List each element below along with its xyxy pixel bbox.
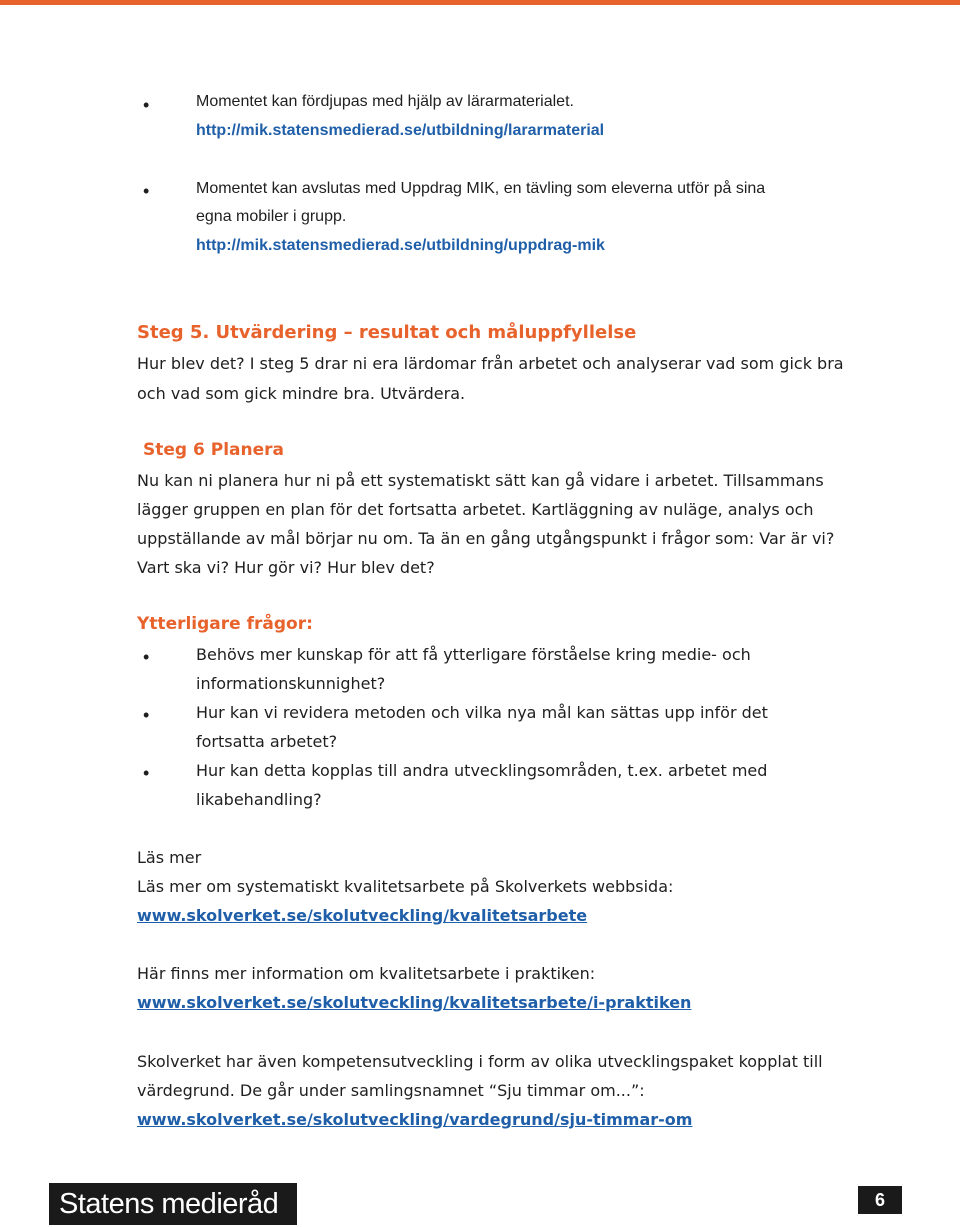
read-more-intro: Läs mer om systematiskt kvalitetsarbete på Skolverkets webbsida: [137,877,674,896]
bullet-icon: • [143,705,150,725]
question-1-line2: informationskunnighet? [196,674,386,693]
bullet-2-text-line1: Momentet kan avslutas med Uppdrag MIK, en tävling som eleverna utför på sina [196,180,766,197]
read-more-intro2: Här finns mer information om kvalitetsarbete i praktiken: [137,964,596,983]
question-1-line1: Behövs mer kunskap för att få ytterligare förståelse kring medie- och [196,645,751,664]
top-accent-bar [0,0,960,5]
more-questions-heading: Ytterligare frågor: [137,614,313,634]
link-kvalitetsarbete[interactable]: www.skolverket.se/skolutveckling/kvalitetsarbete [137,906,588,925]
question-3-line1: Hur kan detta kopplas till andra utvecklingsområden, t.ex. arbetet med [196,761,768,780]
read-more-intro3-line1: Skolverket har även kompetensutveckling i form av olika utvecklingspaket kopplat till [137,1052,823,1071]
question-2-line1: Hur kan vi revidera metoden och vilka nya mål kan sättas upp inför det [196,703,768,722]
bullet-icon: • [143,763,150,783]
step5-line2: och vad som gick mindre bra. Utvärdera. [137,384,466,403]
bullet-1-text: Momentet kan fördjupas med hjälp av lärarmaterialet. [196,93,574,110]
bullet-icon: • [143,95,150,115]
link-sju-timmar-om[interactable]: www.skolverket.se/skolutveckling/vardegrund/sju-timmar-om [137,1110,693,1129]
statens-medierad-logo: Statens medieråd [49,1183,297,1225]
step6-line1: Nu kan ni planera hur ni på ett systematiskt sätt kan gå vidare i arbetet. Tillsammans [137,471,824,490]
read-more-heading: Läs mer [137,848,202,867]
step5-line1: Hur blev det? I steg 5 drar ni era lärdomar från arbetet och analyserar vad som gick bra [137,354,844,373]
bullet-icon: • [143,647,150,667]
link-i-praktiken[interactable]: www.skolverket.se/skolutveckling/kvalitetsarbete/i-praktiken [137,993,692,1012]
question-2-line2: fortsatta arbetet? [196,732,338,751]
bullet-icon: • [143,181,150,201]
step6-line3: uppställande av mål börjar nu om. Ta än en gång utgångspunkt i frågor som: Var är vi? [137,529,835,548]
bullet-2-text-line2: egna mobiler i grupp. [196,208,347,225]
link-uppdrag-mik[interactable]: http://mik.statensmedierad.se/utbildning/uppdrag-mik [196,237,605,254]
read-more-intro3-line2: värdegrund. De går under samlingsnamnet “Sju timmar om...”: [137,1081,645,1100]
step6-line2: lägger gruppen en plan för det fortsatta arbetet. Kartläggning av nuläge, analys och [137,500,814,519]
link-lararmaterial[interactable]: http://mik.statensmedierad.se/utbildning/lararmaterial [196,122,605,139]
step6-heading: Steg 6 Planera [143,440,284,460]
page-number: 6 [858,1186,902,1214]
step6-line4: Vart ska vi? Hur gör vi? Hur blev det? [137,558,435,577]
question-3-line2: likabehandling? [196,790,322,809]
step5-heading: Steg 5. Utvärdering – resultat och måluppfyllelse [137,322,637,343]
